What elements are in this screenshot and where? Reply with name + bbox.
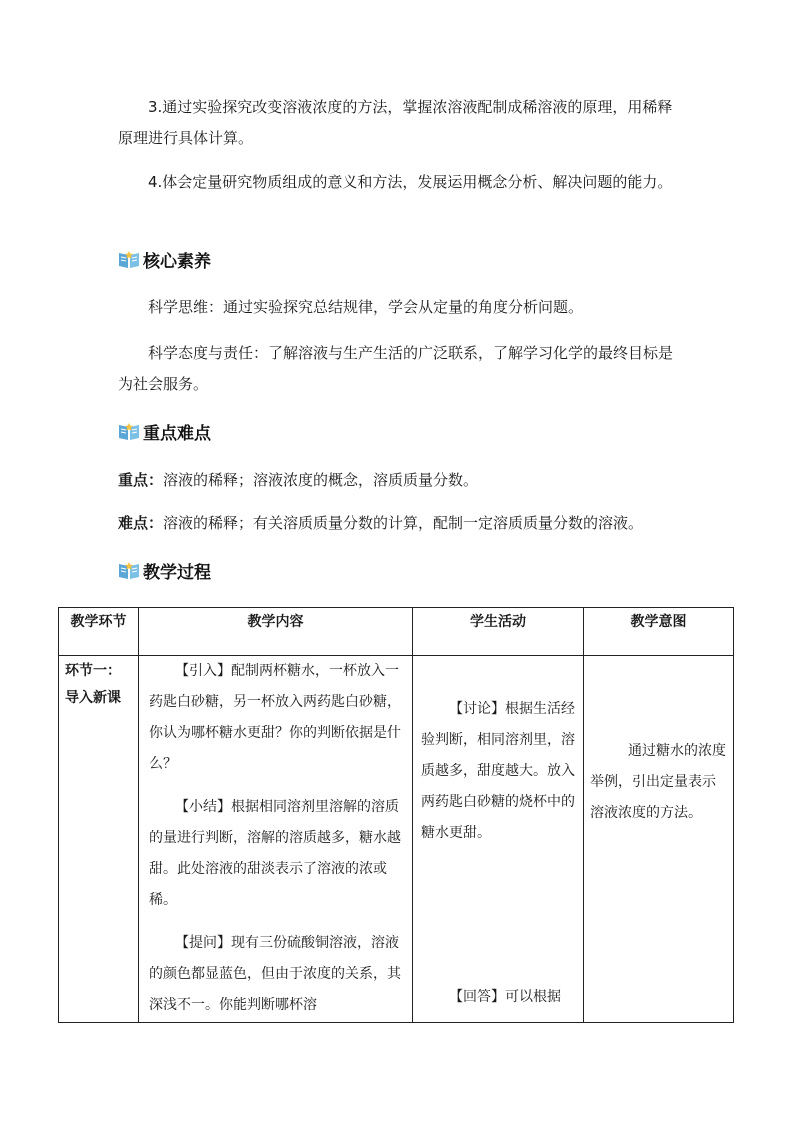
intent-cell [584,656,734,1023]
column-header-content: 教学内容 [139,608,413,656]
content-question: 【提问】现有三份硫酸铜溶液，溶液的颜色都显蓝色，但由于浓度的关系，其深浅不一。你能判断哪杯溶 [149,935,401,1013]
book-icon [118,421,140,441]
literacy-item-2: 科学态度与责任：了解溶液与生产生活的广泛联系，了解学习化学的最终目标是为社会服务。 [118,344,674,393]
focus-line [118,468,478,492]
book-icon [118,249,140,269]
key-points-heading [118,418,211,444]
objective-4: 4.体会定量研究物质组成的意义和方法，发展运用概念分析、解决问题的能力。 [148,173,673,191]
core-literacy-heading [118,246,211,272]
stage-label [65,658,135,712]
literacy-item-1: 科学思维：通过实验探究总结规律，学会从定量的角度分析问题。 [148,298,584,316]
activity-answer: 【回答】可以根据 [449,989,561,1005]
key-points-title: 重点难点 [143,423,211,444]
table-header-row [59,608,734,656]
intent-text: 通过糖水的浓度举例，引出定量表示溶液浓度的方法。 [590,743,726,821]
focus-text: 溶液的稀释；溶液浓度的概念，溶质质量分数。 [163,471,479,489]
process-title: 教学过程 [143,562,211,583]
content-summary: 【小结】根据相同溶剂里溶解的溶质的量进行判断，溶解的溶质越多，糖水越甜。此处溶液的甜淡表示了溶液的浓或稀。 [149,799,401,908]
stage-title: 导入新课 [65,690,121,706]
process-heading [118,557,211,583]
stage-number: 环节一： [65,663,121,679]
stage-cell [59,656,139,1023]
objective-3: 3.通过实验探究改变溶液浓度的方法，掌握浓溶液配制成稀溶液的原理，用稀释原理进行具体计算。 [118,98,673,147]
content-cell [139,656,413,1023]
activity-discussion: 【讨论】根据生活经验判断，相同溶剂里，溶质越多，甜度越大。放入两药匙白砂糖的烧杯中的糖水更甜。 [421,701,575,841]
table-row [59,656,734,1023]
column-header-activity: 学生活动 [413,608,584,656]
core-literacy-title: 核心素养 [143,251,211,272]
activity-cell [413,656,584,1023]
difficulty-line [118,511,643,535]
teaching-process-table [58,607,734,1023]
book-icon [118,560,140,580]
focus-label: 重点： [118,471,164,489]
column-header-intent: 教学意图 [584,608,734,656]
content-intro: 【引入】配制两杯糖水，一杯放入一药匙白砂糖，另一杯放入两药匙白砂糖，你认为哪杯糖水更甜？你的判断依据是什么？ [149,663,401,772]
difficulty-label: 难点： [118,514,164,532]
column-header-stage: 教学环节 [59,608,139,656]
difficulty-text: 溶液的稀释；有关溶质质量分数的计算，配制一定溶质质量分数的溶液。 [163,514,644,532]
